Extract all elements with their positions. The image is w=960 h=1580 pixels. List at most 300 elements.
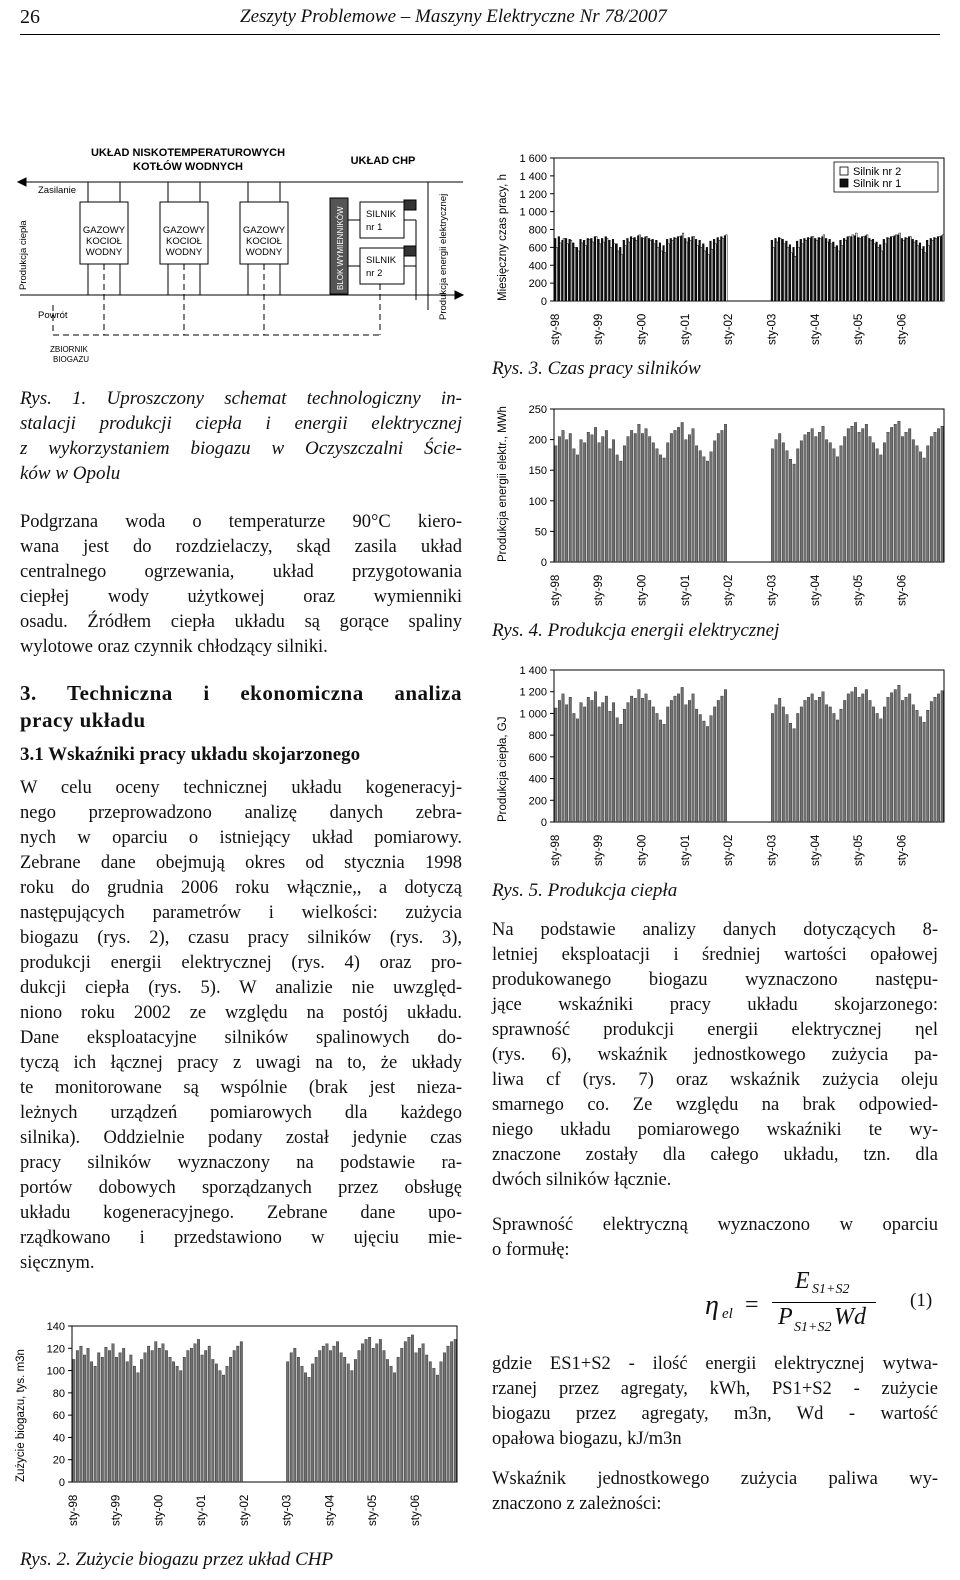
equation-1	[700, 1268, 940, 1348]
boilers-title-2: KOTŁÓW WODNYCH	[133, 161, 243, 173]
engine1-label-2: nr 1	[366, 222, 383, 233]
bar	[137, 1373, 139, 1482]
bar	[670, 238, 672, 301]
bar	[630, 237, 632, 301]
y-tick-label: 400	[528, 260, 547, 273]
y-tick-label: 0	[540, 296, 547, 308]
bar	[634, 698, 637, 822]
y-tick-label: 1 200	[519, 188, 547, 201]
y-tick-label: 1 400	[519, 170, 547, 183]
paragraph-line: znaczono z zależności:	[492, 1494, 662, 1514]
bar	[901, 700, 904, 822]
bar	[778, 238, 780, 301]
bar	[782, 707, 785, 822]
bar	[829, 707, 832, 822]
bar	[858, 697, 861, 822]
bar	[376, 1344, 378, 1482]
paragraph-line: produkcji energii elektrycznej (rys. 4) oraz pro-	[20, 953, 462, 973]
bar	[677, 427, 680, 562]
bar	[681, 422, 684, 562]
bar	[201, 1355, 203, 1482]
bar	[843, 437, 846, 562]
bar	[713, 441, 716, 562]
paragraph-line: produkowanego biogazu wyznaczono następu-	[492, 970, 938, 990]
x-tick-label: sty-00	[636, 574, 649, 606]
bar	[94, 1366, 96, 1482]
bar	[580, 440, 583, 562]
bar	[119, 1353, 121, 1482]
y-tick-label: 800	[528, 730, 547, 743]
legend-label: Silnik nr 1	[853, 178, 902, 190]
engine2-label-2: nr 2	[366, 268, 383, 279]
bar	[112, 1344, 114, 1482]
x-tick-label: sty-99	[110, 1494, 123, 1526]
bar	[637, 236, 639, 301]
bar	[681, 687, 684, 822]
bar	[674, 238, 676, 301]
bar	[229, 1357, 231, 1482]
bar	[368, 1337, 370, 1482]
journal-title: Zeszyty Problemowe – Maszyny Elektryczne Nr 78/2007	[240, 6, 667, 27]
bar	[645, 237, 647, 301]
paragraph-line: Dane eksploatacyjne silników spalinowych do-	[20, 1028, 462, 1048]
bar	[677, 694, 680, 822]
y-tick-label: 1 200	[519, 686, 547, 699]
paragraph-line: jące wskaźniki pracy układu skojarzonego:	[492, 995, 938, 1015]
bar	[937, 694, 940, 822]
bar	[872, 443, 875, 562]
bar	[905, 238, 907, 301]
bar	[702, 244, 704, 301]
bar	[294, 1348, 296, 1482]
return-label: Powrót	[38, 310, 68, 321]
tank-label-1: ZBIORNIK	[50, 345, 88, 354]
bar	[569, 697, 572, 822]
eq-eta: η	[705, 1290, 719, 1321]
bar	[393, 1373, 395, 1482]
bar	[916, 240, 918, 301]
bar	[194, 1344, 196, 1482]
bar	[80, 1346, 82, 1482]
boiler1-label-2: KOCIOŁ	[86, 236, 122, 247]
bar	[815, 700, 818, 822]
engine2-label-1: SILNIK	[366, 255, 397, 266]
bar	[926, 710, 929, 822]
paragraph-line: Zebrane dane obejmują okres od stycznia 1998	[20, 853, 462, 873]
bar	[811, 694, 814, 822]
bar	[379, 1339, 381, 1482]
bar	[710, 716, 713, 822]
bar	[692, 429, 695, 562]
bar	[685, 705, 688, 822]
bar	[347, 1364, 349, 1482]
paragraph-line: niego układu pomiarowego wskaźniki te wy-	[492, 1120, 938, 1140]
fig4-chart	[492, 395, 952, 610]
bar	[703, 457, 706, 562]
bar	[796, 449, 799, 562]
bar	[840, 709, 843, 822]
bar	[601, 437, 604, 562]
bar	[411, 1335, 413, 1482]
bar	[934, 432, 937, 562]
boiler1-label-1: GAZOWY	[82, 225, 126, 236]
x-tick-label: sty-01	[196, 1494, 209, 1526]
y-tick-label: 100	[46, 1365, 65, 1378]
paragraph-line: Podgrzana woda o temperaturze 90°C kiero-	[20, 512, 462, 532]
bar	[659, 243, 661, 301]
fig1-caption-line: stalacji produkcji ciepła i energii elektrycznej	[20, 413, 462, 434]
bar	[648, 238, 650, 301]
bar	[450, 1342, 452, 1482]
bar	[616, 455, 619, 562]
paragraph-line: znaczone zostały dla całego układu, tzn. dla	[492, 1145, 938, 1165]
bar	[183, 1357, 185, 1482]
bar	[681, 236, 683, 301]
tank-label-2: BIOGAZU	[53, 355, 90, 364]
bar	[713, 239, 715, 301]
bar	[440, 1362, 442, 1482]
bar	[930, 238, 932, 301]
bar	[652, 239, 654, 301]
bar	[580, 239, 582, 301]
bar	[703, 721, 706, 822]
x-tick-label: sty-06	[896, 834, 909, 866]
bar	[623, 240, 625, 301]
bar	[937, 237, 939, 301]
bar	[822, 426, 825, 562]
paragraph-line: liwa cf (rys. 7) oraz wskaźnik zużycia oleju	[492, 1070, 938, 1090]
bar	[297, 1357, 299, 1482]
paragraph-line: układu kogeneracyjnego. Zebrane dane upo-	[20, 1203, 462, 1223]
bar	[908, 429, 911, 562]
x-tick-label: sty-99	[593, 574, 606, 606]
paragraph-line: rzanej przez agregaty, kWh, PS1+S2 - zużycie	[492, 1379, 938, 1399]
section-3-1-heading: 3.1 Wskaźniki pracy układu skojarzonego	[20, 744, 361, 765]
x-tick-label: sty-02	[723, 313, 736, 345]
bar	[851, 426, 854, 562]
bar	[843, 700, 846, 822]
boiler2-label-3: WODNY	[165, 247, 203, 258]
bar	[800, 707, 803, 822]
bar	[796, 713, 799, 822]
bar	[591, 238, 593, 301]
bar	[710, 452, 713, 562]
bar	[605, 237, 607, 301]
bar	[919, 243, 921, 301]
bar	[162, 1344, 164, 1482]
bar	[894, 236, 896, 301]
bar	[612, 703, 615, 822]
bar	[916, 446, 919, 562]
bar	[572, 243, 574, 301]
electricity-production-label: Produkcja energii elektrycznej	[438, 193, 449, 320]
bar	[133, 1366, 135, 1482]
legend-swatch	[840, 167, 848, 175]
bar	[390, 1366, 392, 1482]
bar	[890, 237, 892, 301]
fig1-caption-line: ków w Opolu	[20, 463, 121, 484]
x-tick-label: sty-00	[153, 1494, 166, 1526]
bar	[436, 1375, 438, 1482]
bar	[688, 700, 691, 822]
y-tick-label: 140	[46, 1321, 65, 1333]
bar	[721, 430, 724, 562]
bar	[832, 242, 834, 301]
header-rule	[20, 34, 940, 35]
bar	[706, 247, 708, 301]
y-tick-label: 250	[528, 404, 547, 416]
bar	[638, 424, 641, 562]
bar	[706, 461, 709, 562]
bar	[311, 1364, 313, 1482]
bar	[404, 1342, 406, 1482]
bar	[422, 1344, 424, 1482]
bar	[847, 694, 850, 822]
paragraph-6	[492, 1467, 938, 1517]
x-tick-label: sty-03	[766, 574, 779, 606]
bar	[721, 696, 724, 822]
bar	[695, 239, 697, 301]
y-tick-label: 1 400	[519, 665, 547, 677]
paragraph-line: pracy silników wyznaczony na podstawie ra-	[20, 1153, 462, 1173]
bar	[674, 696, 677, 822]
bar	[912, 239, 914, 301]
y-axis-label: Produkcja ciepła, GJ	[497, 716, 509, 822]
bar	[222, 1375, 224, 1482]
bar	[825, 440, 828, 562]
bar	[804, 700, 807, 822]
paragraph-line: osadu. Źródłem ciepła układu są gorące spaliny	[20, 612, 462, 632]
bar	[290, 1353, 292, 1482]
bar	[793, 729, 796, 822]
boiler1-label-3: WODNY	[85, 247, 123, 258]
fig5-chart	[492, 660, 952, 872]
bar	[930, 701, 933, 822]
x-tick-label: sty-99	[593, 313, 606, 345]
bar	[663, 724, 666, 822]
paragraph-line: Wskaźnik jednostkowego zużycia paliwa wy-	[492, 1469, 938, 1489]
bar	[558, 700, 561, 822]
y-tick-label: 50	[534, 526, 547, 539]
bar	[140, 1359, 142, 1482]
paragraph-line: portów dobowych sporządzanych przez obsługę	[20, 1178, 462, 1198]
bar	[616, 718, 619, 822]
bar	[919, 717, 922, 822]
bar	[425, 1355, 427, 1482]
bar	[717, 433, 720, 562]
bar	[620, 461, 623, 562]
fig3-caption: Rys. 3. Czas pracy silników	[492, 358, 701, 379]
bar	[336, 1342, 338, 1482]
bar	[361, 1344, 363, 1482]
bar	[775, 705, 778, 822]
bar	[775, 440, 778, 562]
bar	[861, 429, 864, 562]
bar	[814, 238, 816, 301]
bar	[908, 694, 911, 822]
bar	[825, 705, 828, 822]
bar	[594, 427, 597, 562]
y-tick-label: 200	[528, 278, 547, 291]
bar	[811, 429, 814, 562]
x-tick-label: sty-98	[549, 834, 562, 866]
bar	[908, 237, 910, 301]
bar	[358, 1351, 360, 1482]
bar	[851, 692, 854, 822]
boiler2-label-2: KOCIOŁ	[166, 236, 202, 247]
x-tick-label: sty-02	[723, 574, 736, 606]
bar	[923, 722, 926, 822]
bar	[898, 685, 901, 822]
bar	[833, 713, 836, 822]
section-3-heading	[20, 680, 462, 734]
fig1-caption-line: Rys. 1. Uproszczony schemat technologiczny in-	[20, 388, 462, 409]
bar	[692, 694, 695, 822]
bar	[315, 1357, 317, 1482]
bar	[717, 238, 719, 301]
eq-denominator-wd: Wd	[834, 1304, 866, 1330]
bar	[176, 1366, 178, 1482]
bar	[905, 697, 908, 822]
bar	[786, 241, 788, 301]
bar	[418, 1348, 420, 1482]
bar	[212, 1359, 214, 1482]
eq-denominator-sub: S1+S2	[794, 1320, 832, 1335]
y-tick-label: 100	[528, 495, 547, 508]
fig3-chart	[492, 150, 952, 350]
paragraph-4	[492, 1213, 938, 1263]
bar	[858, 432, 861, 562]
boiler3-label-1: GAZOWY	[242, 225, 286, 236]
bar	[630, 430, 633, 562]
bar	[165, 1351, 167, 1482]
bar	[429, 1362, 431, 1482]
bar	[598, 707, 601, 822]
bar	[789, 723, 792, 822]
bar	[883, 707, 886, 822]
bar	[130, 1355, 132, 1482]
bar	[818, 697, 821, 822]
bar	[876, 713, 879, 822]
y-tick-label: 600	[528, 242, 547, 255]
bar	[383, 1351, 385, 1482]
paragraph-line: następujących parametrów i wielkości: zużycia	[20, 903, 462, 923]
y-tick-label: 1 600	[519, 153, 547, 165]
bar	[573, 449, 576, 562]
bar	[869, 437, 872, 562]
bar	[926, 446, 929, 562]
bar	[710, 241, 712, 301]
bar	[576, 719, 579, 822]
bar	[804, 435, 807, 562]
bar	[836, 720, 839, 822]
heat-production-label: Produkcja ciepła	[18, 220, 29, 290]
bar	[916, 710, 919, 822]
eq-denominator-p: P	[778, 1304, 793, 1330]
fig4-caption: Rys. 4. Produkcja energii elektrycznej	[492, 620, 780, 641]
bar	[641, 433, 644, 562]
fig5-caption: Rys. 5. Produkcja ciepła	[492, 880, 678, 901]
paragraph-line: rządkowano i przedstawiono w ujęciu mie-	[20, 1228, 462, 1248]
y-axis-label: Produkcja energii elektr., MWh	[497, 406, 509, 562]
x-tick-label: sty-05	[853, 574, 866, 606]
bar	[724, 424, 727, 562]
bar	[415, 1353, 417, 1482]
x-tick-label: sty-02	[723, 834, 736, 866]
bar	[555, 708, 558, 822]
bar	[623, 446, 626, 562]
bar	[105, 1347, 107, 1482]
exchangers-label: BLOK WYMIENNIKÓW	[336, 206, 345, 290]
bar	[343, 1357, 345, 1482]
bar	[677, 237, 679, 301]
bar	[583, 240, 585, 301]
bar	[854, 687, 857, 822]
x-tick-label: sty-04	[809, 313, 822, 345]
eq-number: (1)	[910, 1290, 933, 1311]
bar	[905, 432, 908, 562]
legend-label: Silnik nr 2	[853, 166, 902, 178]
bar	[583, 707, 586, 822]
bar	[721, 237, 723, 301]
paragraph-line: biogazu (rys. 2), czasu pracy silników (rys. 3),	[20, 928, 462, 948]
bar	[208, 1346, 210, 1482]
bar	[76, 1351, 78, 1482]
bar	[454, 1339, 456, 1482]
paragraph-line: nego przeprowadzono analizę danych zebra-	[20, 803, 462, 823]
bar	[233, 1351, 235, 1482]
bar	[786, 451, 789, 562]
paragraph-line: dukcji ciepła (rys. 5). W analizie nie uwzględ-	[20, 978, 462, 998]
bar	[151, 1351, 153, 1482]
bar	[656, 713, 659, 822]
bar	[854, 422, 857, 562]
bar	[400, 1348, 402, 1482]
bar	[215, 1364, 217, 1482]
bar	[793, 464, 796, 562]
bar	[197, 1339, 199, 1482]
bar	[778, 433, 781, 562]
bar	[645, 429, 648, 562]
bar	[591, 435, 594, 562]
bar	[90, 1362, 92, 1482]
bar	[237, 1346, 239, 1482]
y-axis-label: Zużycie biogazu, tys. m3n	[15, 1349, 27, 1482]
paragraph-1	[20, 510, 462, 660]
boiler3-label-2: KOCIOŁ	[246, 236, 282, 247]
bar	[897, 235, 899, 301]
bar	[898, 421, 901, 562]
bar	[786, 715, 789, 822]
bar	[901, 238, 903, 301]
x-tick-label: sty-04	[809, 834, 822, 866]
x-tick-label: sty-99	[593, 834, 606, 866]
bar	[807, 432, 810, 562]
bar	[155, 1342, 157, 1482]
bar	[601, 703, 604, 822]
paragraph-line: o formułę:	[492, 1240, 570, 1260]
bar	[778, 698, 781, 822]
paragraph-line: ciepłej wody użytkowej oraz wymienniki	[20, 587, 462, 607]
paragraph-line: dwóch silników łącznie.	[492, 1170, 672, 1190]
bar	[598, 239, 600, 301]
supply-label: Zasilanie	[38, 185, 77, 196]
bar	[619, 247, 621, 301]
paragraph-line: centralnego ogrzewania, układ przygotowania	[20, 562, 462, 582]
bar	[565, 238, 567, 301]
bar	[645, 694, 648, 822]
bar	[941, 691, 944, 822]
